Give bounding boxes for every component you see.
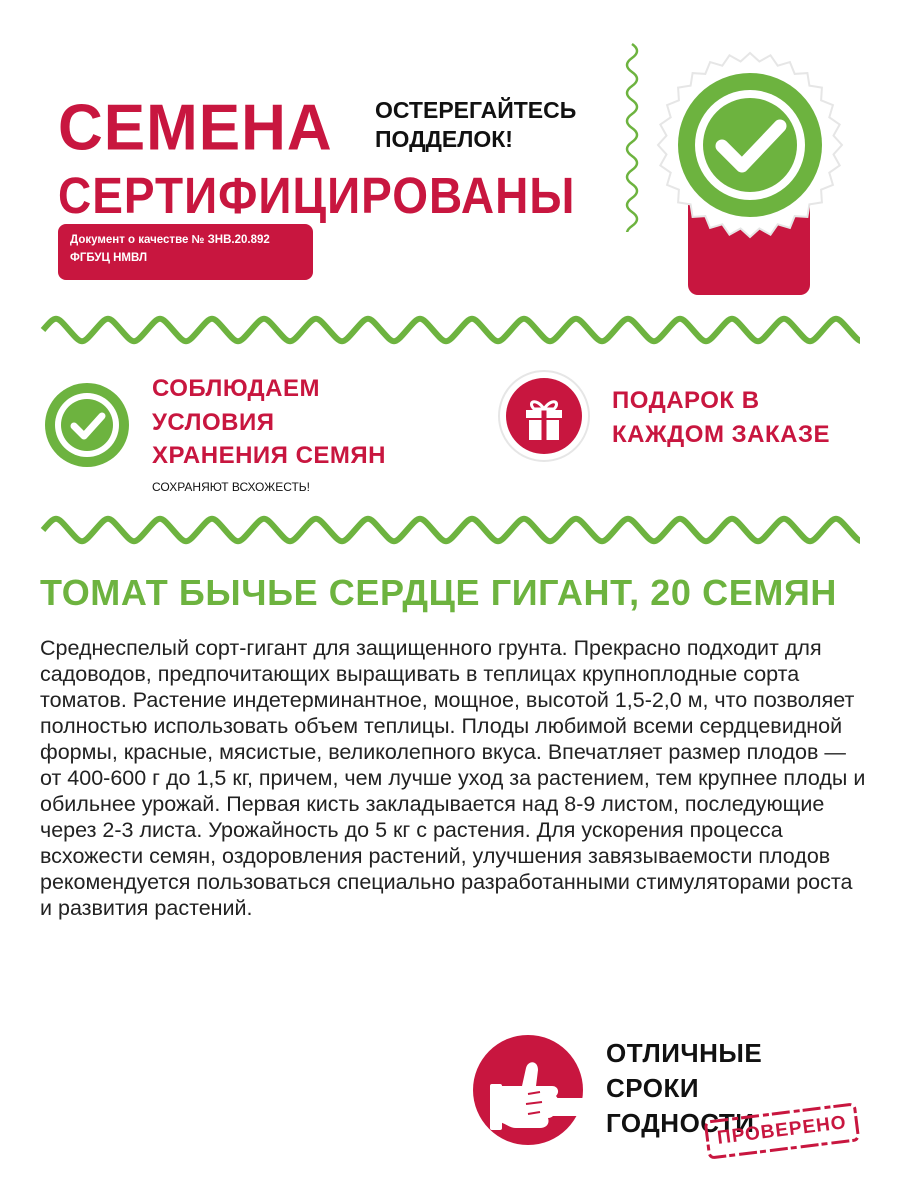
storage-line-1: СОБЛЮДАЕМ <box>152 375 320 402</box>
storage-line-3: ХРАНЕНИЯ СЕМЯН <box>152 442 386 470</box>
horizontal-wavy-divider-bottom <box>40 510 860 550</box>
product-description: Среднеспелый сорт-гигант для защищенного грунта. Прекрасно подходит для садоводов, предпочитающих выращивать в теплицах крупноплодные сорта томатов. Растение индетерминантное, мощное, высотой 1,5-2,0 м, что позволяет полностью использовать объем теплицы. Плоды любимой всеми сердцевидной формы, красные, мясистые, великолепного вкуса. Впечатляет размер плодов — от 400-600 г до 1,5 кг, причем, чем лучше уход за растением, тем крупнее плоды и обильнее урожай. Первая кисть закладывается над 8-9 листом, последующие через 2-3 листа. Урожайность до 5 кг с растения. Для ускорения процесса всхожести семян, оздоровления растений, улучшения завязываемости плодов рекомендуется пользоваться специально разработанными стимуляторами роста и развития растений. <box>40 636 866 920</box>
gift-line-1: ПОДАРОК В <box>612 387 760 414</box>
storage-heading <box>152 372 386 473</box>
check-circle-icon <box>44 382 130 468</box>
thumbs-up-icon <box>470 1030 590 1150</box>
doc-number: Документ о качестве № ЗНВ.20.892 <box>70 234 270 246</box>
quality-document-badge <box>58 224 313 280</box>
shelf-line-1: ОТЛИЧНЫЕ <box>606 1038 763 1068</box>
title-line-1: СЕМЕНА <box>58 91 333 165</box>
title-line-2: СЕРТИФИЦИРОВАНЫ <box>58 166 576 224</box>
shelf-line-3: ГОДНОСТИ <box>606 1108 755 1139</box>
gift-line-2: КАЖДОМ ЗАКАЗЕ <box>612 420 830 448</box>
check-seal-icon <box>650 50 850 300</box>
storage-line-2: УСЛОВИЯ <box>152 408 275 436</box>
storage-subtitle: СОХРАНЯЮТ ВСХОЖЕСТЬ! <box>152 480 311 494</box>
horizontal-wavy-divider-top <box>40 310 860 350</box>
vertical-wavy-divider <box>620 42 644 232</box>
doc-issuer: ФГБУЦ НМВЛ <box>70 251 148 264</box>
gift-heading <box>612 384 830 451</box>
shelf-line-2: СРОКИ <box>606 1073 700 1104</box>
checked-stamp-label: ПРОВЕРЕНО <box>716 1112 848 1149</box>
product-title: ТОМАТ БЫЧЬЕ СЕРДЦЕ ГИГАНТ, 20 СЕМЯН <box>40 572 838 613</box>
gift-icon <box>498 370 590 462</box>
warning-text: ОСТЕРЕГАЙТЕСЬ ПОДДЕЛОК! <box>375 97 577 152</box>
